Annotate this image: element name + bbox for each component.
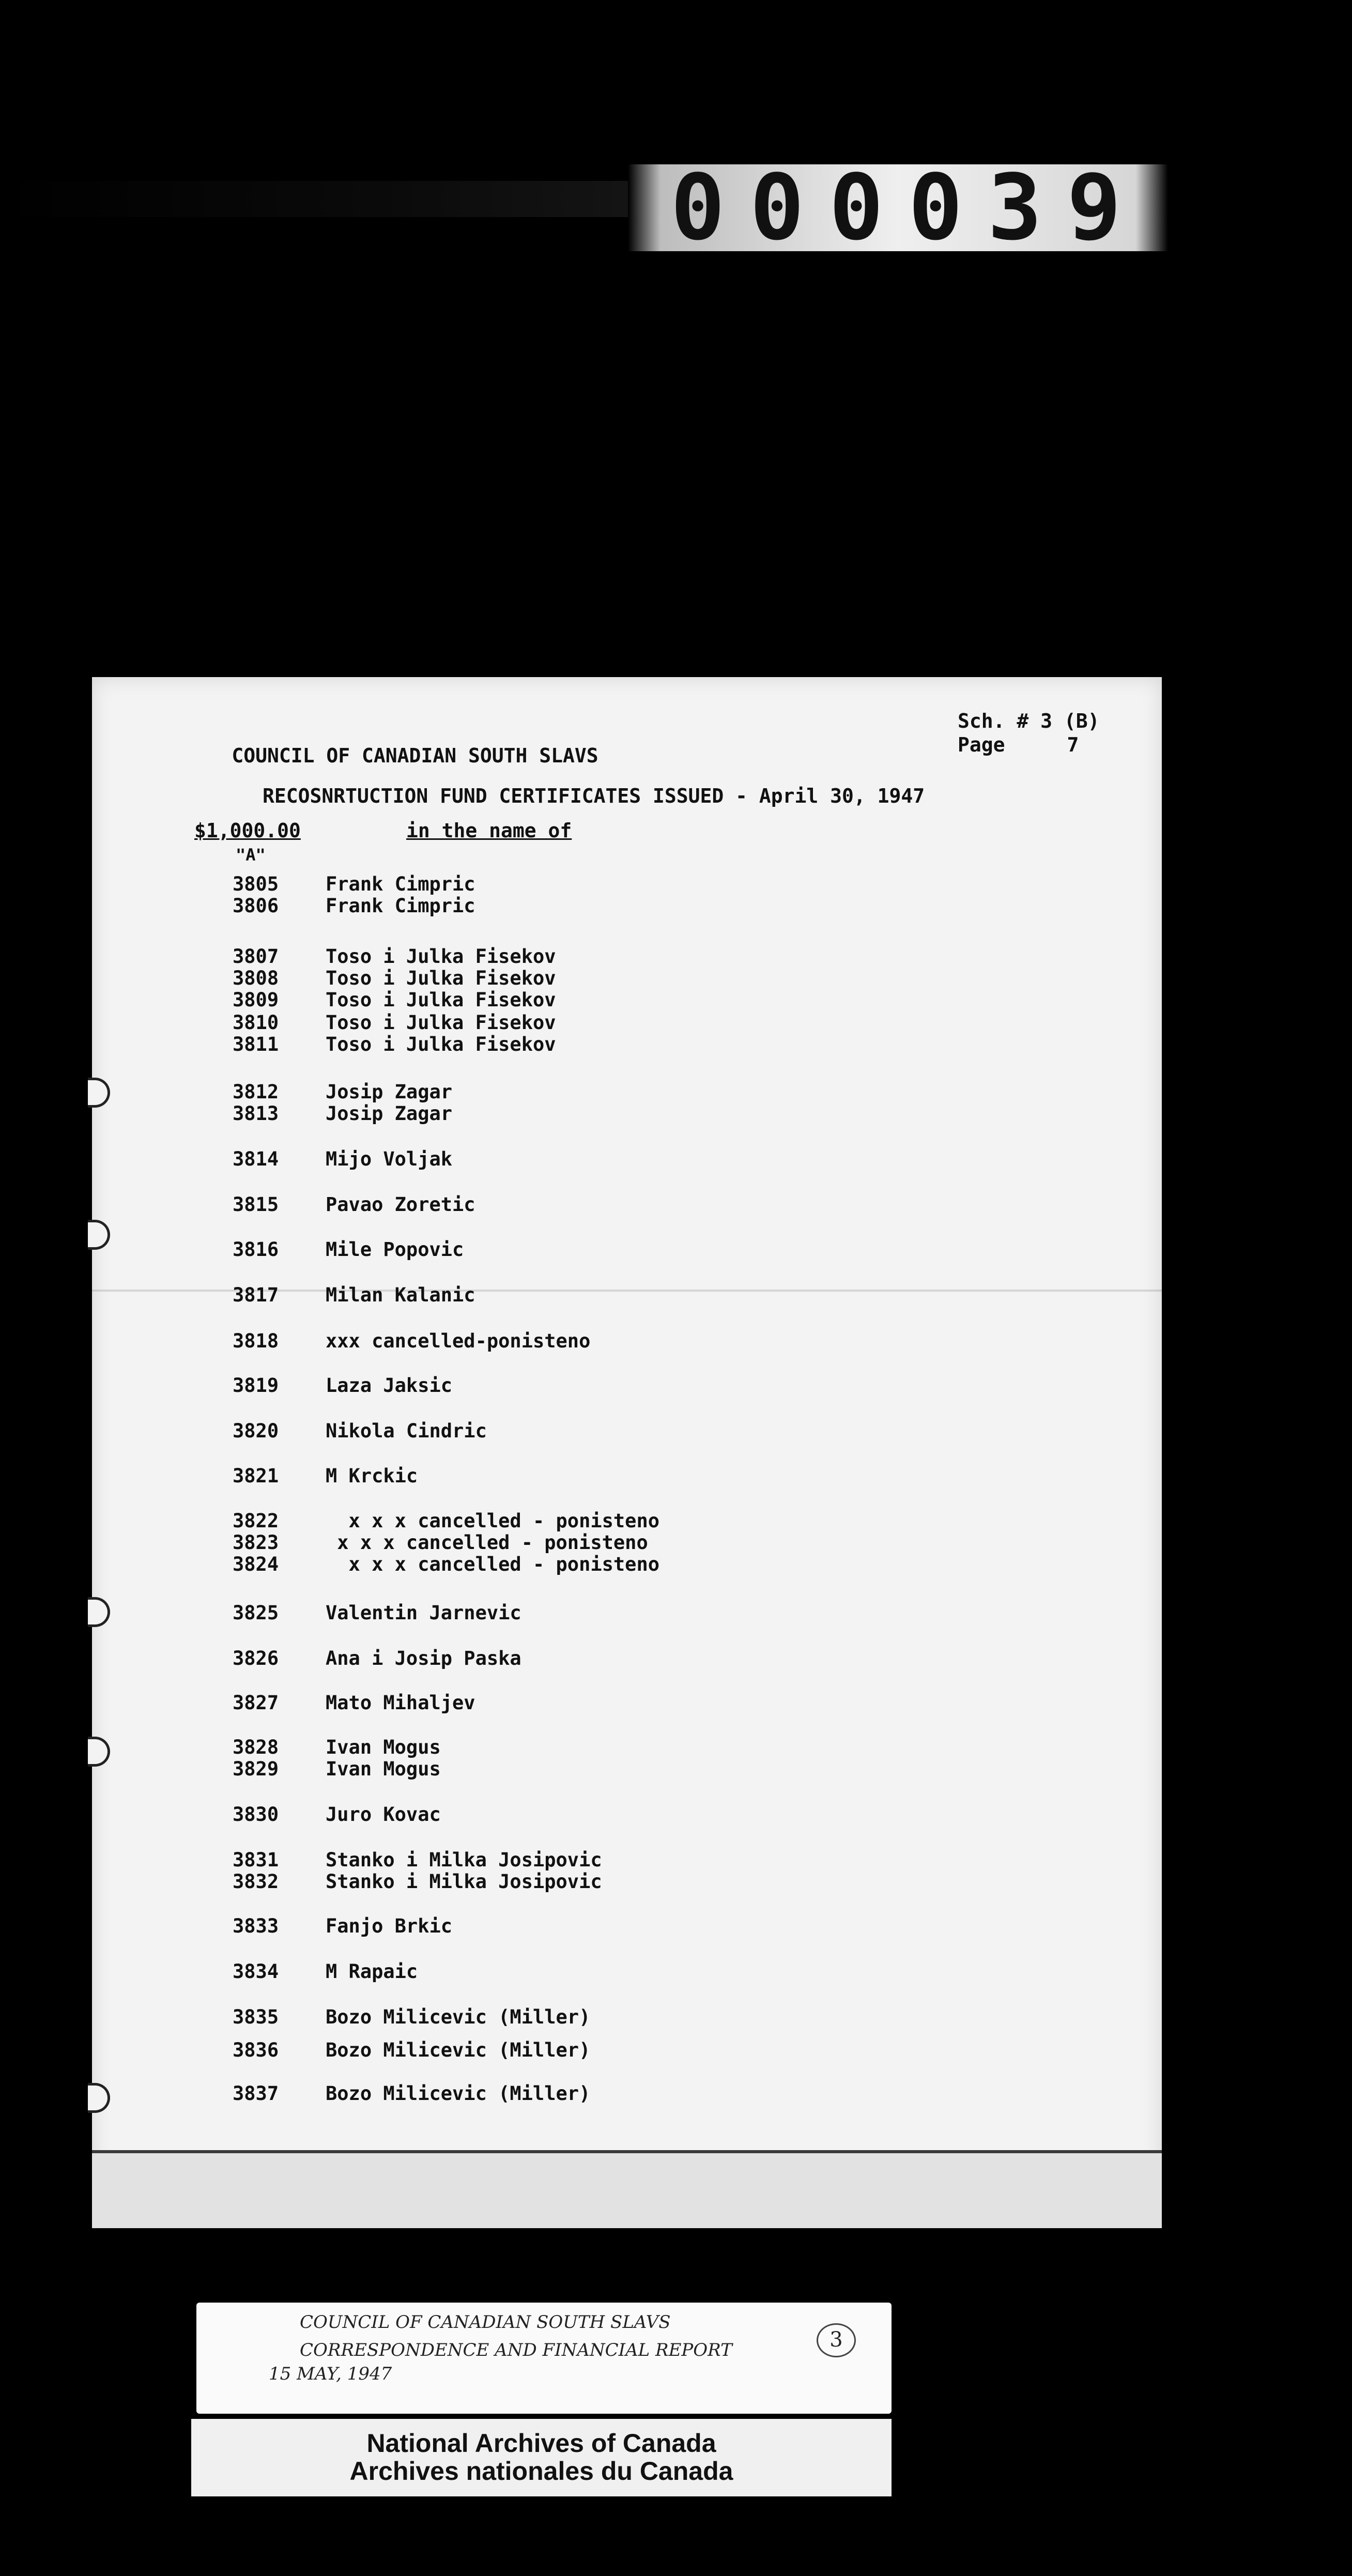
certificate-holder: Josip Zagar: [326, 1102, 453, 1125]
certificate-entry: [233, 1510, 659, 1532]
punch-hole: [88, 1737, 110, 1767]
certificate-holder: Nikola Cindric: [326, 1420, 487, 1442]
archives-stamp: [191, 2419, 892, 2496]
certificate-entry: [233, 1692, 475, 1714]
certificate-holder: Toso i Julka Fisekov: [326, 945, 556, 968]
certificate-holder: Mijo Voljak: [326, 1148, 453, 1170]
certificate-holder: Pavao Zoretic: [326, 1193, 475, 1216]
certificate-number: 3832: [233, 1870, 279, 1893]
punch-hole: [88, 1078, 110, 1108]
certificate-holder: Bozo Milicevic (Miller): [326, 2039, 591, 2061]
certificate-number: 3828: [233, 1736, 279, 1758]
frame-counter: 000039: [670, 155, 1146, 260]
certificate-holder: M Rapaic: [326, 1960, 418, 1983]
film-streak: [0, 181, 628, 217]
certificate-number: 3835: [233, 2006, 279, 2028]
certificate-holder: Frank Cimpric: [326, 895, 475, 917]
certificate-number: 3836: [233, 2039, 279, 2061]
name-column-header: in the name of: [406, 819, 572, 842]
certificate-entry: [233, 1012, 556, 1034]
document-title: COUNCIL OF CANADIAN SOUTH SLAVS: [232, 744, 598, 767]
certificate-number: 3822: [233, 1510, 279, 1532]
document-page: [92, 677, 1162, 2225]
certificate-entry: [233, 1602, 521, 1624]
certificate-holder: Toso i Julka Fisekov: [326, 967, 556, 989]
certificate-entry: [233, 1737, 441, 1758]
certificate-holder: Josip Zagar: [326, 1081, 453, 1103]
certificate-entry: [233, 1420, 487, 1442]
certificate-entry: [233, 1961, 418, 1983]
certificate-entry: [233, 2040, 590, 2061]
certificate-entry: [233, 1804, 441, 1826]
certificate-entry: [233, 1081, 452, 1103]
certificate-number: 3823: [233, 1531, 279, 1554]
archives-french: Archives nationales du Canada: [349, 2457, 733, 2486]
certificate-holder: x x x cancelled - ponisteno: [326, 1510, 660, 1532]
page-indicator: [958, 733, 1100, 757]
folder-label: [196, 2303, 892, 2414]
certificate-holder: Frank Cimpric: [326, 873, 475, 895]
certificate-amount: $1,000.00: [194, 819, 301, 842]
certificate-entry: [233, 895, 475, 917]
certificate-number: 3805: [233, 873, 279, 895]
label-line-3: 15 MAY, 1947: [269, 2364, 392, 2384]
certificate-holder: Juro Kovac: [326, 1803, 441, 1826]
certificate-entry: [233, 2006, 590, 2028]
certificate-entry: [233, 1554, 659, 1575]
certificate-number: 3814: [233, 1148, 279, 1170]
certificate-number: 3807: [233, 945, 279, 968]
certificate-number: 3812: [233, 1081, 279, 1103]
certificate-holder: Laza Jaksic: [326, 1374, 453, 1397]
label-circled-number: 3: [817, 2323, 856, 2357]
certificate-holder: Bozo Milicevic (Miller): [326, 2082, 591, 2105]
certificate-entry: [233, 1284, 475, 1306]
certificate-holder: Milan Kalanic: [326, 1284, 475, 1306]
certificate-entry: [233, 946, 556, 968]
certificate-number: 3820: [233, 1420, 279, 1442]
certificate-number: 3827: [233, 1692, 279, 1714]
certificate-holder: Toso i Julka Fisekov: [326, 989, 556, 1011]
certificate-entry: [233, 1849, 602, 1871]
certificate-number: 3837: [233, 2082, 279, 2105]
certificate-holder: Valentin Jarnevic: [326, 1602, 521, 1624]
certificate-entry: [233, 1532, 648, 1554]
certificate-holder: Bozo Milicevic (Miller): [326, 2006, 591, 2028]
certificate-number: 3817: [233, 1284, 279, 1306]
certificate-holder: Toso i Julka Fisekov: [326, 1033, 556, 1055]
certificate-holder: Mile Popovic: [326, 1238, 464, 1261]
certificate-number: 3826: [233, 1647, 279, 1669]
certificate-holder: Ana i Josip Paska: [326, 1647, 521, 1669]
certificate-entry: [233, 968, 556, 989]
certificate-holder: x x x cancelled - ponisteno: [326, 1553, 660, 1575]
schedule-number: Sch. # 3 (B): [958, 710, 1100, 732]
series-label: "A": [236, 845, 266, 865]
certificate-number: 3809: [233, 989, 279, 1011]
page-label: Page: [958, 733, 1005, 756]
certificate-number: 3810: [233, 1011, 279, 1034]
certificate-number: 3831: [233, 1849, 279, 1871]
page-number: 7: [1067, 733, 1079, 756]
document-subtitle: RECOSNRTUCTION FUND CERTIFICATES ISSUED - April 30, 1947: [263, 785, 925, 807]
certificate-holder: xxx cancelled-ponisteno: [326, 1330, 591, 1352]
certificate-holder: Ivan Mogus: [326, 1736, 441, 1758]
label-line-1: COUNCIL OF CANADIAN SOUTH SLAVS: [300, 2312, 671, 2333]
certificate-entry: [233, 1465, 418, 1487]
certificate-entry: [233, 2083, 590, 2105]
certificate-number: 3825: [233, 1602, 279, 1624]
certificate-number: 3829: [233, 1758, 279, 1780]
page-bottom-band: [92, 2150, 1162, 2228]
certificate-number: 3834: [233, 1960, 279, 1983]
schedule-reference: [958, 709, 1100, 757]
certificate-number: 3824: [233, 1553, 279, 1575]
certificate-number: 3819: [233, 1374, 279, 1397]
certificate-number: 3811: [233, 1033, 279, 1055]
certificate-holder: Stanko i Milka Josipovic: [326, 1849, 602, 1871]
certificate-entry: [233, 873, 475, 895]
certificate-number: 3818: [233, 1330, 279, 1352]
certificate-number: 3821: [233, 1465, 279, 1487]
label-line-2: CORRESPONDENCE AND FINANCIAL REPORT: [300, 2340, 732, 2360]
certificate-entry: [233, 1194, 475, 1216]
certificate-holder: Stanko i Milka Josipovic: [326, 1870, 602, 1893]
certificate-holder: Toso i Julka Fisekov: [326, 1011, 556, 1034]
certificate-number: 3833: [233, 1915, 279, 1937]
certificate-number: 3813: [233, 1102, 279, 1125]
certificate-holder: Mato Mihaljev: [326, 1692, 475, 1714]
certificate-holder: Ivan Mogus: [326, 1758, 441, 1780]
certificate-number: 3816: [233, 1238, 279, 1261]
certificate-number: 3830: [233, 1803, 279, 1826]
certificate-holder: Fanjo Brkic: [326, 1915, 453, 1937]
certificate-entry: [233, 1148, 452, 1170]
certificate-entry: [233, 1330, 590, 1352]
certificate-entry: [233, 1375, 452, 1397]
certificate-number: 3808: [233, 967, 279, 989]
certificate-entry: [233, 1648, 521, 1669]
punch-hole: [88, 2083, 110, 2113]
certificate-entry: [233, 1103, 452, 1125]
certificate-number: 3806: [233, 895, 279, 917]
punch-hole: [88, 1597, 110, 1627]
certificate-entry: [233, 1034, 556, 1055]
certificate-holder: x x x cancelled - ponisteno: [326, 1531, 648, 1554]
certificate-holder: M Krckic: [326, 1465, 418, 1487]
certificate-entry: [233, 1239, 464, 1261]
certificate-entry: [233, 1758, 441, 1780]
certificate-number: 3815: [233, 1193, 279, 1216]
certificate-entry: [233, 989, 556, 1011]
punch-hole: [88, 1220, 110, 1250]
certificate-entry: [233, 1871, 602, 1893]
frame-counter-strip: [628, 155, 1168, 260]
archives-english: National Archives of Canada: [366, 2429, 716, 2458]
certificate-entry: [233, 1915, 452, 1937]
